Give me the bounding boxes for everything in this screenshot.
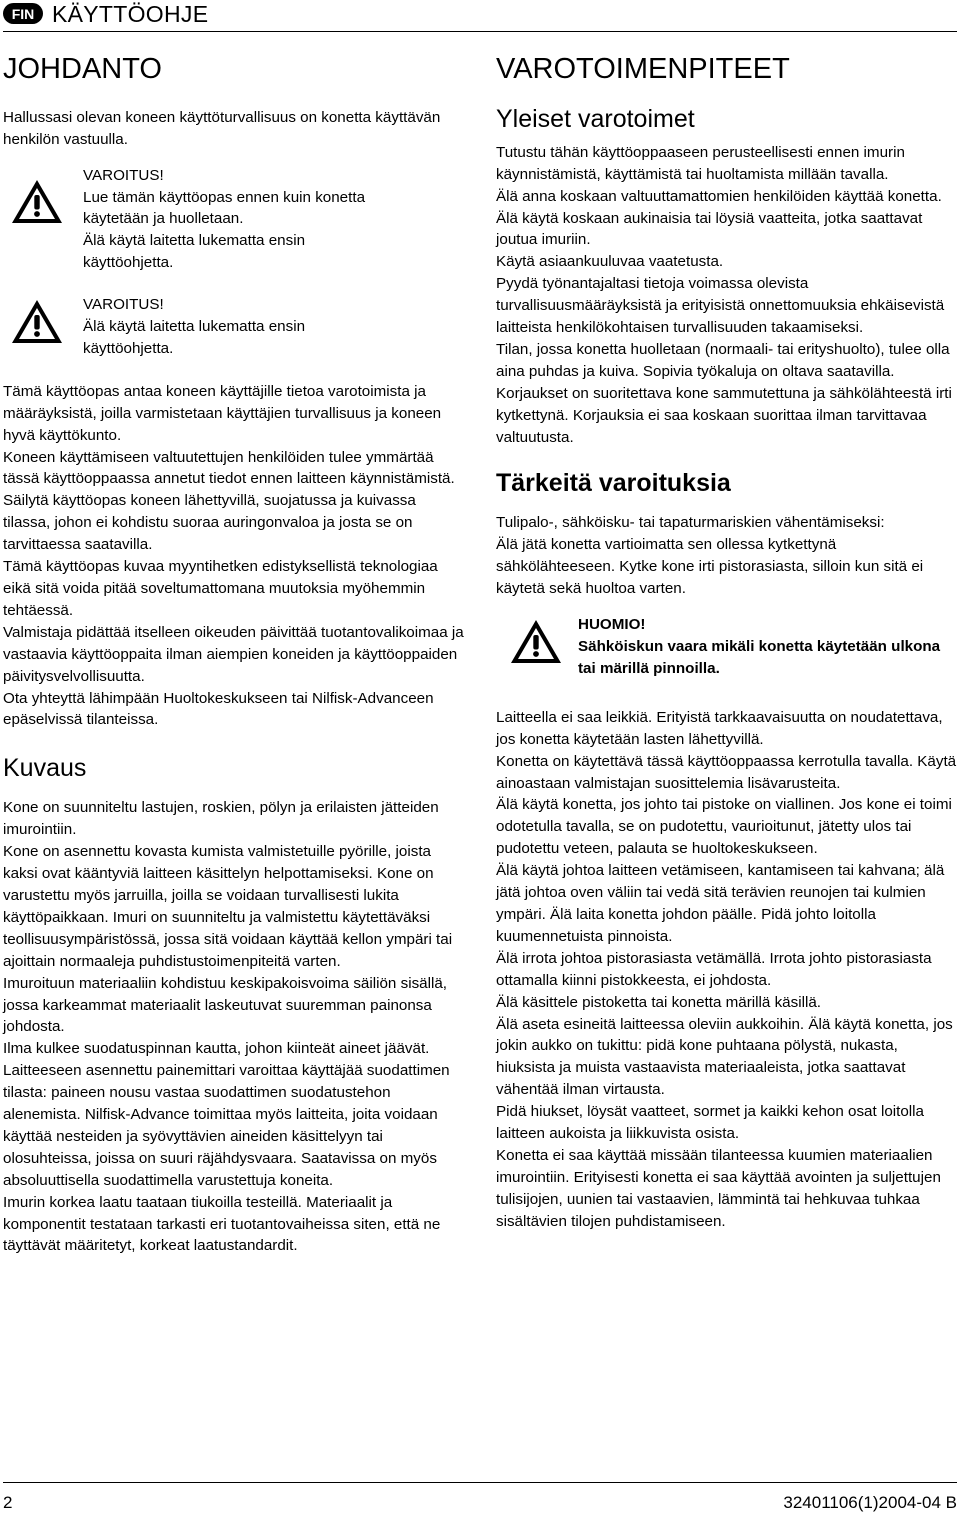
right-column [496,40,958,1233]
description-heading: Kuvaus [3,754,87,783]
important-paragraph-3: Laitteella ei saa leikkiä. Erityistä tarkkaavaisuutta on noudatettava, jos konetta käytetään lasten lähettyvillä. [496,708,943,748]
intro-paragraph-5: Valmistaja pidättää itselleen oikeuden päivittää tuotantovalikoimaa ja vastaavia käyttöoppaita ilman aiempien koneiden ja käyttöoppaiden päivitysvelvollisuutta. [3,623,464,685]
important-paragraph-8: Älä käsittele pistoketta tai konetta märillä käsillä. [496,993,821,1011]
general-paragraph-5: Pyydä työnantajaltasi tietoja voimassa olevista turvallisuusmääräyksistä ja erityisistä onnettomuuksia ehkäisevistä laitteista henkilökohtaisen turvallisuuden takaamiseksi. [496,275,945,337]
important-paragraph-9: Älä aseta esineitä laitteessa oleviin aukkoihin. Älä käytä konetta, jos jokin aukko on tukittu: pidä kone puhtaana pölystä, nukasta, hiuksista ja muista vastaavista materiaaleista, jotka saattavat vähentää ilman virtausta. [496,1015,953,1099]
intro-paragraph-2: Tämä käyttöopas antaa koneen käyttäjille tietoa varotoimista ja määräyksistä, joilla varmistetaan käyttäjien turvallisuus ja koneen hyvä käyttökunto. [3,382,442,444]
warning-2-line-1: Älä käytä laitetta lukematta ensin käyttöohjetta. [83,318,306,357]
warning-triangle-icon [9,297,65,347]
page-header [0,0,960,30]
important-paragraph-5: Älä käytä konetta, jos johto tai pistoke on viallinen. Jos kone ei toimi odotetulla tavalla, se on pudotettu, vaurioitunut, jätetty ulos tai pudotettu veteen, palauta se huoltokeskukseen. [496,796,952,858]
general-precautions-heading: Yleiset varotoimet [496,104,695,133]
warning-triangle-icon [9,177,65,227]
warning-2-label: VAROITUS! [83,296,164,314]
notice-box [496,614,958,680]
important-paragraph-2: Älä jätä konetta vartioimatta sen ollessa kytkettynä sähkölähteeseen. Kytke kone irti pistorasiasta, silloin kun sitä ei käytetä sekä huoltoa varten. [496,536,924,598]
important-paragraph-10: Pidä hiukset, löysät vaatteet, sormet ja kaikki kehon osat loitolla laitteen aukoista ja liikkuvista osista. [496,1103,925,1143]
warning-box-2 [3,294,465,360]
description-paragraph-2: Kone on asennettu kovasta kumista valmistetuille pyörille, joista kaksi ovat kääntyviä laitteen käsittelyn helpottamiseksi. Kone on varustettu myös jarruilla, joilla se voidaan turvallisesti lukita käyttöpaikkaan. Imuri on suunniteltu ja valmistettu käytettäväksi teollisuusympäristössä, jossa sitä voidaan käyttää kellon ympäri tai ajoittain normaaleja puhdistustoimenpiteitä varten. [3,843,453,970]
left-column [3,40,465,1257]
important-paragraph-4: Konetta on käytettävä tässä käyttöoppaassa kerrotulla tavalla. Käytä ainoastaan valmistajan suosittelemia lisävarusteita. [496,752,957,792]
intro-paragraph-4: Tämä käyttöopas kuvaa myyntihetken edistyksellistä teknologiaa eikä sitä voida pitää soveltumattomana muutoksia myöhemmin tehtäessä. [3,558,438,619]
intro-paragraph-6: Ota yhteyttä lähimpään Huoltokeskukseen tai Nilfisk-Advanceen epäselvissä tilanteissa. [3,689,434,729]
safety-heading: VAROTOIMENPITEET [496,53,790,85]
warning-1-line-1: Lue tämän käyttöopas ennen kuin konetta käytetään ja huolletaan. [83,188,366,228]
intro-heading: JOHDANTO [3,53,162,85]
header-divider [3,31,957,32]
general-paragraph-6: Tilan, jossa konetta huolletaan (normaali- tai erityshuolto), tulee olla aina puhdas ja kuiva. Sopivia työkaluja on oltava saatavilla. [496,340,950,380]
description-paragraph-4: Ilma kulkee suodatuspinnan kautta, johon kiinteät aineet jäävät. [3,1040,430,1058]
general-paragraph-3: Älä käytä koskaan aukinaisia tai löysiä vaatteita, jotka saattavat joutua imuriin. [496,209,923,249]
manual-title: KÄYTTÖOHJE [52,1,209,27]
description-paragraph-6: Imurin korkea laatu taataan tiukoilla testeillä. Materiaalit ja komponentit testataan tarkasti eri tuotantovaiheissa siten, että ne täyttävät määritetyt, korkeat laatustandardit. [3,1193,441,1255]
important-warnings-heading: Tärkeitä varoituksia [496,469,731,498]
warning-1-label: VAROITUS! [83,166,164,184]
footer-divider [3,1482,957,1483]
description-paragraph-5: Laitteeseen asennettu painemittari varoittaa käyttäjää suodattimen tilasta: paineen nousu vastaa suodattimen suodatustehon alenemista. Nilfisk-Advance toimittaa myös laitteita, joita voidaan käyttää nesteiden ja syövyttävien aineiden käsittelyyn tai olosuhteissa, joissa on suuri räjähdysvaara. Saatavissa on myös absoluuttisella suodattimella varustettuja koneita. [3,1062,450,1189]
language-badge: FIN [3,3,43,24]
page-number: 2 [3,1493,13,1512]
important-paragraph-1: Tulipalo-, sähköisku- tai tapaturmariskien vähentämiseksi: [496,514,885,532]
general-paragraph-1: Tutustu tähän käyttöoppaaseen perusteellisesti ennen imurin käynnistämistä, käyttämistä tai huoltamista millään tavalla. [496,143,905,183]
intro-paragraph-3: Koneen käyttämiseen valtuutettujen henkilöiden tulee ymmärtää tässä käyttöoppaassa annetut tiedot ennen laitteen käynnistämistä. Säilytä käyttöopas koneen lähettyvillä, suojatussa ja kuivassa tilassa, johon ei kohdistu suoraa auringonvaloa ja josta se on tarvittaessa saatavilla. [3,448,455,554]
warning-box-1 [3,165,465,275]
important-paragraph-7: Älä irrota johtoa pistorasiasta vetämällä. Irrota johto pistorasiasta ottamalla kiinni pistokkeesta, ei johdosta. [496,949,932,989]
description-paragraph-3: Imuroituun materiaaliin kohdistuu keskipakoisvoima säiliön sisällä, jossa karkeammat materiaalit laskeutuvat suuremman painonsa johdosta. [3,974,448,1036]
description-paragraph-1: Kone on suunniteltu lastujen, roskien, pölyn ja erilaisten jätteiden imurointiin. [3,799,439,839]
important-paragraph-11: Konetta ei saa käyttää missään tilanteessa kuumien materiaalien imurointiin. Erityisesti konetta ei saa käyttää avointen ja suljettujen tulisijojen, uunien tai vastaavien, lämmintä tai hehkuvaa tuhkaa sisältävien tilojen puhdistamiseen. [496,1146,941,1230]
general-paragraph-7: Korjaukset on suoritettava kone sammutettuna ja sähkölähteestä irti kytkettynä. Korjauksia ei saa koskaan suorittaa ilman tarvittavaa valtuutusta. [496,384,952,446]
general-paragraph-2: Älä anna koskaan valtuuttamattomien henkilöiden käyttää konetta. [496,187,942,205]
warning-1-line-2: Älä käytä laitetta lukematta ensin käyttöohjetta. [83,232,306,272]
intro-paragraph-1: Hallussasi olevan koneen käyttöturvallisuus on konetta käyttävän henkilön vastuulla. [3,108,441,148]
document-code: 32401106(1)2004-04 B [783,1493,957,1512]
notice-label: HUOMIO! [578,616,646,634]
warning-triangle-icon [508,617,564,667]
important-paragraph-6: Älä käytä johtoa laitteen vetämiseen, kantamiseen tai kahvana; älä jätä johtoa oven väliin tai vedä sitä terävien reunojen tai kulmien ympäri. Älä laita konetta johdon päälle. Pidä johto loitolla kuumennetuista pinnoista. [496,862,945,945]
notice-text: Sähköiskun vaara mikäli konetta käytetään ulkona tai märillä pinnoilla. [578,638,941,677]
general-paragraph-4: Käytä asiaankuuluvaa vaatetusta. [496,253,724,271]
